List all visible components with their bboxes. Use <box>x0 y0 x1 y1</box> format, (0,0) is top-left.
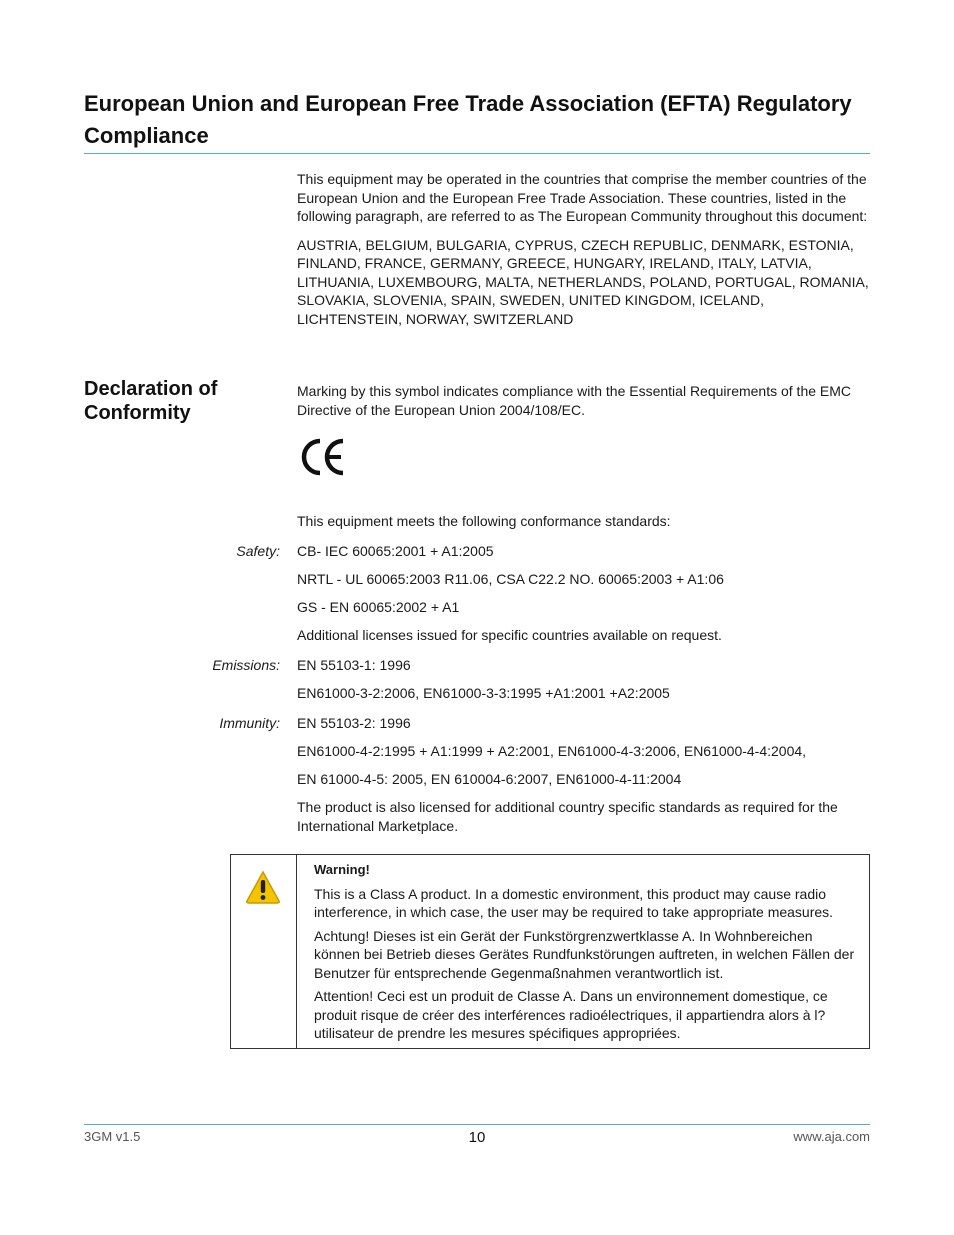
warning-triangle-icon <box>245 870 281 904</box>
warning-english: This is a Class A product. In a domestic environment, this product may cause radio interference, in which case, the user may be required to take appropriate measures. <box>314 885 834 920</box>
emissions-line-1: EN 55103-1: 1996 <box>297 657 411 673</box>
immunity-line-3: EN 61000-4-5: 2005, EN 610004-6:2007, EN61000-4-11:2004 <box>297 771 682 787</box>
country-list: AUSTRIA, BELGIUM, BULGARIA, CYPRUS, CZECH REPUBLIC, DENMARK, ESTONIA, FINLAND, FRANCE, GERMANY, GREECE, HUNGARY, IRELAND, ITALY, LATVIA, LITHUANIA, LUXEMBOURG, MALTA, NETHERLANDS, POLAND, PORTUGAL, ROMANIA, SLOVAKIA, SLOVENIA, SPAIN, SWEDEN, UNITED KINGDOM, ICELAND, LICHTENSTEIN, NORWAY, SWITZERLAND <box>297 236 869 327</box>
declaration-heading: Declaration of Conformity <box>84 378 218 424</box>
intro-section <box>297 170 871 328</box>
immunity-line-4: The product is also licensed for additional country specific standards as required for the International Marketplace. <box>297 799 838 834</box>
warning-german: Achtung! Dieses ist ein Gerät der Funkstörgrenzwertklasse A. In Wohnbereichen können bei Betrieb dieses Gerätes Rundfunkstörungen auftreten, in welchen Fällen der Benutzer für entsprechende Gegenmaßnahmen verantwortlich ist. <box>314 927 855 981</box>
intro-paragraph: This equipment may be operated in the countries that comprise the member countries of the European Union and the European Free Trade Association. These countries, listed in the following paragraph, are referred to as The European Community throughout this document: <box>297 171 868 224</box>
warning-content <box>314 861 859 1043</box>
footer-website-link[interactable]: www.aja.com <box>793 1129 870 1144</box>
safety-line-2: NRTL - UL 60065:2003 R11.06, CSA C22.2 NO. 60065:2003 + A1:06 <box>297 571 724 587</box>
footer-rule <box>84 1124 870 1125</box>
marking-text: Marking by this symbol indicates compliance with the Essential Requirements of the EMC Directive of the European Union 2004/108/EC. <box>297 383 852 418</box>
page-title: European Union and European Free Trade Association (EFTA) Regulatory Compliance <box>84 91 852 148</box>
standards-intro: This equipment meets the following conformance standards: <box>297 513 671 529</box>
ce-mark-icon <box>301 437 347 477</box>
footer-version: 3GM v1.5 <box>84 1129 141 1144</box>
warning-box <box>230 854 870 1049</box>
emissions-line-2: EN61000-3-2:2006, EN61000-3-3:1995 +A1:2001 +A2:2005 <box>297 685 670 701</box>
page-number: 10 <box>468 1129 486 1146</box>
safety-line-4: Additional licenses issued for specific countries available on request. <box>297 627 722 643</box>
immunity-line-2: EN61000-4-2:1995 + A1:1999 + A2:2001, EN61000-4-3:2006, EN61000-4-4:2004, <box>297 743 807 759</box>
immunity-line-1: EN 55103-2: 1996 <box>297 715 411 731</box>
title-rule <box>84 153 870 154</box>
emissions-label: Emissions: <box>212 657 280 673</box>
warning-title: Warning! <box>314 862 370 877</box>
safety-label: Safety: <box>236 543 280 559</box>
warning-french: Attention! Ceci est un produit de Classe A. Dans un environnement domestique, ce produit risque de créer des interférences radioélectriques, il appartiendra alors à l?utilisateur de prendre les mesures spécifiques appropriées. <box>314 988 828 1041</box>
immunity-label: Immunity: <box>219 715 280 731</box>
safety-line-1: CB- IEC 60065:2001 + A1:2005 <box>297 543 494 559</box>
safety-line-3: GS - EN 60065:2002 + A1 <box>297 599 460 615</box>
warning-divider <box>296 855 297 1048</box>
